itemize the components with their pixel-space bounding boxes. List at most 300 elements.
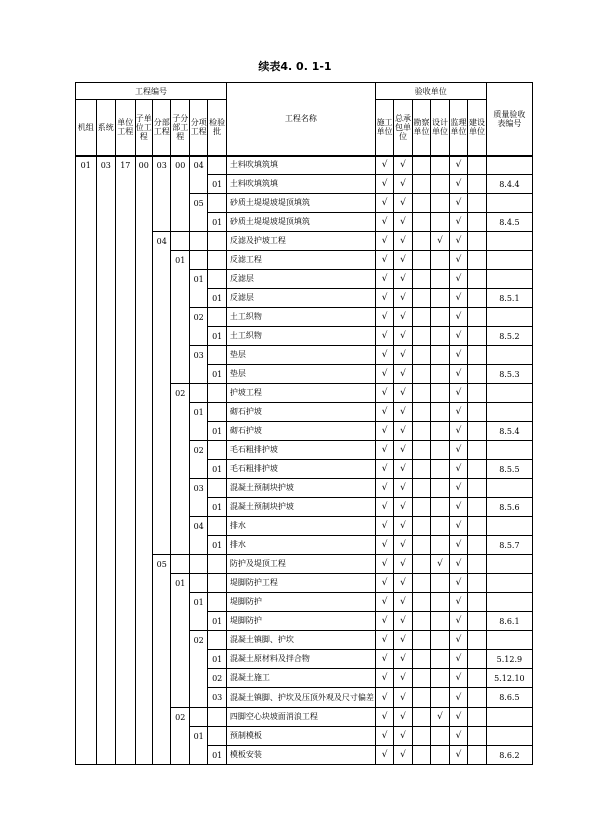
project-name-cell: 反滤工程: [226, 251, 375, 270]
code-cell: 00: [135, 156, 152, 175]
check-cell: √: [449, 365, 467, 384]
check-cell: [431, 574, 449, 593]
code-cell: [171, 270, 189, 289]
code-cell: [135, 612, 152, 631]
code-cell: 01: [189, 727, 207, 746]
code-cell: [76, 631, 97, 650]
check-cell: [468, 727, 486, 746]
code-cell: [152, 650, 170, 669]
code-cell: [152, 346, 170, 365]
check-cell: √: [394, 536, 412, 555]
code-cell: [96, 289, 116, 308]
code-cell: [76, 403, 97, 422]
check-cell: √: [394, 346, 412, 365]
project-name-cell: 模板安装: [226, 746, 375, 765]
check-cell: [468, 251, 486, 270]
code-cell: [76, 213, 97, 232]
check-cell: √: [375, 498, 393, 517]
code-cell: [116, 574, 136, 593]
code-cell: [152, 669, 170, 688]
code-cell: [135, 175, 152, 194]
col-header: 检验批: [208, 100, 226, 156]
code-cell: [76, 708, 97, 727]
check-cell: [412, 669, 430, 688]
code-cell: [135, 194, 152, 213]
code-cell: [96, 746, 116, 765]
check-cell: [431, 669, 449, 688]
check-cell: √: [449, 441, 467, 460]
form-number-cell: 8.4.5: [486, 213, 532, 232]
code-cell: [135, 708, 152, 727]
code-cell: [152, 194, 170, 213]
check-cell: [412, 346, 430, 365]
check-cell: √: [449, 289, 467, 308]
code-cell: [76, 746, 97, 765]
code-cell: [152, 688, 170, 708]
check-cell: [468, 574, 486, 593]
check-cell: [468, 669, 486, 688]
check-cell: [412, 365, 430, 384]
code-cell: 01: [171, 251, 189, 270]
table-row: [76, 746, 533, 765]
code-cell: [171, 631, 189, 650]
code-cell: [96, 365, 116, 384]
code-cell: [116, 194, 136, 213]
code-cell: [135, 479, 152, 498]
form-number-cell: 5.12.10: [486, 669, 532, 688]
name-header: 工程名称: [226, 83, 375, 156]
table-row: [76, 270, 533, 289]
code-cell: 01: [76, 156, 97, 175]
unit-header: 设计单位: [431, 100, 449, 156]
code-cell: [152, 631, 170, 650]
check-cell: √: [375, 441, 393, 460]
code-cell: 01: [208, 498, 226, 517]
form-number-cell: 8.5.6: [486, 498, 532, 517]
check-cell: √: [375, 327, 393, 346]
project-name-cell: 防护及堤顶工程: [226, 555, 375, 574]
code-cell: [116, 403, 136, 422]
col-header: 系统: [96, 100, 116, 156]
project-name-cell: 混凝土镇脚、护坎及压顶外观及尺寸偏差: [226, 688, 375, 708]
code-cell: [116, 327, 136, 346]
check-cell: [468, 498, 486, 517]
code-cell: [135, 517, 152, 536]
check-cell: √: [394, 727, 412, 746]
check-cell: [431, 365, 449, 384]
project-name-cell: 混凝土原材料及拌合物: [226, 650, 375, 669]
check-cell: √: [449, 251, 467, 270]
check-cell: [431, 270, 449, 289]
check-cell: [468, 327, 486, 346]
code-cell: [96, 270, 116, 289]
code-cell: [116, 593, 136, 612]
check-cell: [468, 346, 486, 365]
check-cell: [468, 156, 486, 175]
code-cell: 01: [208, 422, 226, 441]
project-name-cell: 土工织物: [226, 308, 375, 327]
check-cell: √: [431, 232, 449, 251]
code-cell: [171, 727, 189, 746]
project-name-cell: 混凝土预制块护坡: [226, 479, 375, 498]
code-cell: [152, 175, 170, 194]
check-cell: √: [375, 479, 393, 498]
form-number-cell: 8.6.5: [486, 688, 532, 708]
table-row: [76, 555, 533, 574]
form-number-cell: [486, 727, 532, 746]
check-cell: √: [394, 669, 412, 688]
code-cell: [171, 536, 189, 555]
code-cell: [116, 555, 136, 574]
project-name-cell: 砂质土堤堤坡堤顶填筑: [226, 194, 375, 213]
col-header: 分部工程: [152, 100, 170, 156]
code-cell: [171, 441, 189, 460]
code-cell: [135, 251, 152, 270]
code-cell: [76, 669, 97, 688]
unit-header: 施工单位: [375, 100, 393, 156]
check-cell: [431, 251, 449, 270]
check-cell: [468, 688, 486, 708]
code-cell: [171, 612, 189, 631]
table-row: [76, 593, 533, 612]
table-row: [76, 384, 533, 403]
table-row: [76, 612, 533, 631]
check-cell: √: [449, 536, 467, 555]
check-cell: [412, 631, 430, 650]
code-cell: [135, 422, 152, 441]
code-cell: [96, 346, 116, 365]
code-cell: [189, 422, 207, 441]
check-cell: √: [394, 441, 412, 460]
check-cell: √: [394, 708, 412, 727]
check-cell: √: [449, 403, 467, 422]
col-header: 子单位工程: [135, 100, 152, 156]
code-cell: [116, 289, 136, 308]
check-cell: √: [375, 536, 393, 555]
code-cell: 01: [171, 574, 189, 593]
check-cell: √: [394, 498, 412, 517]
col-header: 子分部工程: [171, 100, 189, 156]
code-cell: [208, 517, 226, 536]
code-cell: [171, 746, 189, 765]
check-cell: √: [394, 403, 412, 422]
check-cell: [431, 403, 449, 422]
code-cell: [116, 346, 136, 365]
form-number-cell: [486, 517, 532, 536]
code-cell: [171, 498, 189, 517]
code-cell: 02: [189, 308, 207, 327]
check-cell: [431, 346, 449, 365]
check-cell: √: [431, 555, 449, 574]
check-cell: [431, 213, 449, 232]
code-cell: [116, 422, 136, 441]
code-cell: [135, 346, 152, 365]
code-cell: [171, 555, 189, 574]
code-cell: [152, 746, 170, 765]
check-cell: [431, 479, 449, 498]
table-row: [76, 479, 533, 498]
code-cell: [189, 175, 207, 194]
check-cell: √: [449, 194, 467, 213]
check-cell: [412, 460, 430, 479]
check-cell: [431, 688, 449, 708]
check-cell: [468, 460, 486, 479]
check-cell: [431, 593, 449, 612]
check-cell: [431, 460, 449, 479]
code-cell: [116, 479, 136, 498]
check-cell: √: [449, 422, 467, 441]
check-cell: √: [449, 479, 467, 498]
col-header: 机组: [76, 100, 97, 156]
check-cell: √: [449, 327, 467, 346]
unit-header: 监理单位: [449, 100, 467, 156]
code-cell: [96, 688, 116, 708]
code-cell: 01: [208, 175, 226, 194]
check-cell: [431, 727, 449, 746]
unit-header: 总承包单位: [394, 100, 412, 156]
check-cell: √: [375, 669, 393, 688]
table-row: [76, 460, 533, 479]
check-cell: [412, 727, 430, 746]
check-cell: [431, 194, 449, 213]
code-cell: [135, 441, 152, 460]
code-cell: [208, 708, 226, 727]
check-cell: √: [375, 746, 393, 765]
code-cell: [189, 460, 207, 479]
code-cell: [96, 308, 116, 327]
code-cell: [116, 308, 136, 327]
form-number-cell: 8.5.7: [486, 536, 532, 555]
code-cell: [116, 270, 136, 289]
form-number-cell: [486, 308, 532, 327]
check-cell: [468, 422, 486, 441]
code-cell: [152, 422, 170, 441]
unit-header: 建设单位: [468, 100, 486, 156]
table-row: [76, 650, 533, 669]
project-name-cell: 堤脚防护工程: [226, 574, 375, 593]
code-cell: [208, 308, 226, 327]
code-cell: [152, 479, 170, 498]
check-cell: √: [394, 631, 412, 650]
code-cell: [171, 232, 189, 251]
code-cell: 05: [189, 194, 207, 213]
check-cell: [431, 536, 449, 555]
code-cell: [96, 251, 116, 270]
project-name-cell: 四脚空心块坡面消浪工程: [226, 708, 375, 727]
check-cell: [412, 708, 430, 727]
code-cell: [208, 631, 226, 650]
code-cell: [189, 669, 207, 688]
code-cell: [116, 232, 136, 251]
code-cell: 03: [189, 346, 207, 365]
code-cell: [171, 517, 189, 536]
check-cell: [468, 289, 486, 308]
code-cell: [152, 536, 170, 555]
code-cell: [76, 593, 97, 612]
code-cell: [171, 403, 189, 422]
code-cell: [189, 213, 207, 232]
form-number-cell: [486, 441, 532, 460]
code-cell: [171, 669, 189, 688]
check-cell: √: [375, 194, 393, 213]
check-cell: [412, 479, 430, 498]
check-cell: √: [449, 213, 467, 232]
table-row: [76, 422, 533, 441]
check-cell: [468, 555, 486, 574]
code-cell: [76, 555, 97, 574]
check-cell: [468, 213, 486, 232]
unit-header: 勘察单位: [412, 100, 430, 156]
check-cell: √: [394, 365, 412, 384]
project-name-cell: 预制模板: [226, 727, 375, 746]
col-header: 单位工程: [116, 100, 136, 156]
code-cell: 04: [189, 156, 207, 175]
check-cell: √: [449, 460, 467, 479]
check-cell: √: [375, 232, 393, 251]
code-cell: [135, 574, 152, 593]
check-cell: √: [449, 727, 467, 746]
table-row: [76, 517, 533, 536]
project-name-cell: 混凝土镇脚、护坎: [226, 631, 375, 650]
check-cell: √: [375, 270, 393, 289]
check-cell: √: [394, 327, 412, 346]
code-cell: [96, 441, 116, 460]
code-cell: [116, 251, 136, 270]
code-cell: 01: [189, 403, 207, 422]
code-cell: [96, 498, 116, 517]
code-cell: [189, 688, 207, 708]
code-cell: [135, 270, 152, 289]
code-cell: [96, 708, 116, 727]
code-cell: [96, 593, 116, 612]
code-cell: [152, 574, 170, 593]
check-cell: [412, 213, 430, 232]
code-cell: [189, 650, 207, 669]
code-cell: [76, 308, 97, 327]
check-cell: [412, 289, 430, 308]
code-cell: [135, 403, 152, 422]
code-cell: [96, 612, 116, 631]
check-cell: [412, 688, 430, 708]
project-name-cell: 反滤层: [226, 270, 375, 289]
code-cell: [152, 517, 170, 536]
check-cell: √: [449, 498, 467, 517]
code-cell: [152, 327, 170, 346]
check-cell: √: [449, 384, 467, 403]
check-cell: √: [394, 175, 412, 194]
code-cell: [116, 441, 136, 460]
check-cell: [468, 479, 486, 498]
form-number-cell: [486, 631, 532, 650]
check-cell: √: [449, 746, 467, 765]
code-cell: [76, 479, 97, 498]
form-number-cell: 8.5.2: [486, 327, 532, 346]
check-cell: √: [394, 213, 412, 232]
code-cell: [76, 384, 97, 403]
code-group-header: 工程编号: [76, 83, 227, 100]
code-cell: [152, 213, 170, 232]
check-cell: [468, 194, 486, 213]
code-cell: [171, 479, 189, 498]
check-cell: [412, 422, 430, 441]
check-cell: [468, 441, 486, 460]
code-cell: [208, 593, 226, 612]
code-cell: [135, 536, 152, 555]
check-cell: [431, 308, 449, 327]
code-cell: [116, 365, 136, 384]
check-cell: √: [375, 631, 393, 650]
code-cell: [152, 403, 170, 422]
code-cell: [189, 251, 207, 270]
check-cell: [468, 612, 486, 631]
code-cell: [152, 384, 170, 403]
form-number-cell: [486, 403, 532, 422]
check-cell: √: [449, 232, 467, 251]
project-name-cell: 土工织物: [226, 327, 375, 346]
code-cell: [116, 708, 136, 727]
check-cell: [412, 251, 430, 270]
check-cell: √: [394, 479, 412, 498]
code-cell: [96, 574, 116, 593]
check-cell: √: [375, 593, 393, 612]
table-row: [76, 327, 533, 346]
check-cell: [431, 384, 449, 403]
code-cell: [208, 384, 226, 403]
code-cell: 02: [171, 708, 189, 727]
check-cell: [412, 194, 430, 213]
code-cell: [96, 536, 116, 555]
project-name-cell: 垫层: [226, 365, 375, 384]
code-cell: [135, 688, 152, 708]
code-cell: [96, 175, 116, 194]
form-number-cell: 8.4.4: [486, 175, 532, 194]
code-cell: [76, 365, 97, 384]
code-cell: [189, 746, 207, 765]
table-row: [76, 156, 533, 175]
code-cell: [208, 403, 226, 422]
check-cell: √: [449, 688, 467, 708]
check-cell: √: [394, 251, 412, 270]
check-cell: √: [394, 308, 412, 327]
code-cell: [96, 403, 116, 422]
code-cell: [152, 708, 170, 727]
form-number-cell: 8.6.2: [486, 746, 532, 765]
check-cell: [412, 441, 430, 460]
check-cell: √: [375, 308, 393, 327]
code-cell: [96, 213, 116, 232]
check-cell: [431, 327, 449, 346]
check-cell: √: [449, 156, 467, 175]
check-cell: √: [375, 156, 393, 175]
table-row: [76, 194, 533, 213]
check-cell: √: [375, 555, 393, 574]
project-name-cell: 砂质土堤堤坡堤顶填筑: [226, 213, 375, 232]
code-cell: [116, 688, 136, 708]
check-cell: [468, 536, 486, 555]
table-row: [76, 441, 533, 460]
code-cell: 01: [208, 650, 226, 669]
project-name-cell: 混凝土施工: [226, 669, 375, 688]
check-cell: √: [394, 422, 412, 441]
code-cell: [96, 650, 116, 669]
check-cell: [468, 650, 486, 669]
check-cell: [412, 232, 430, 251]
form-number-cell: [486, 346, 532, 365]
code-cell: [135, 727, 152, 746]
form-number-cell: [486, 708, 532, 727]
form-number-cell: [486, 156, 532, 175]
code-cell: [76, 574, 97, 593]
